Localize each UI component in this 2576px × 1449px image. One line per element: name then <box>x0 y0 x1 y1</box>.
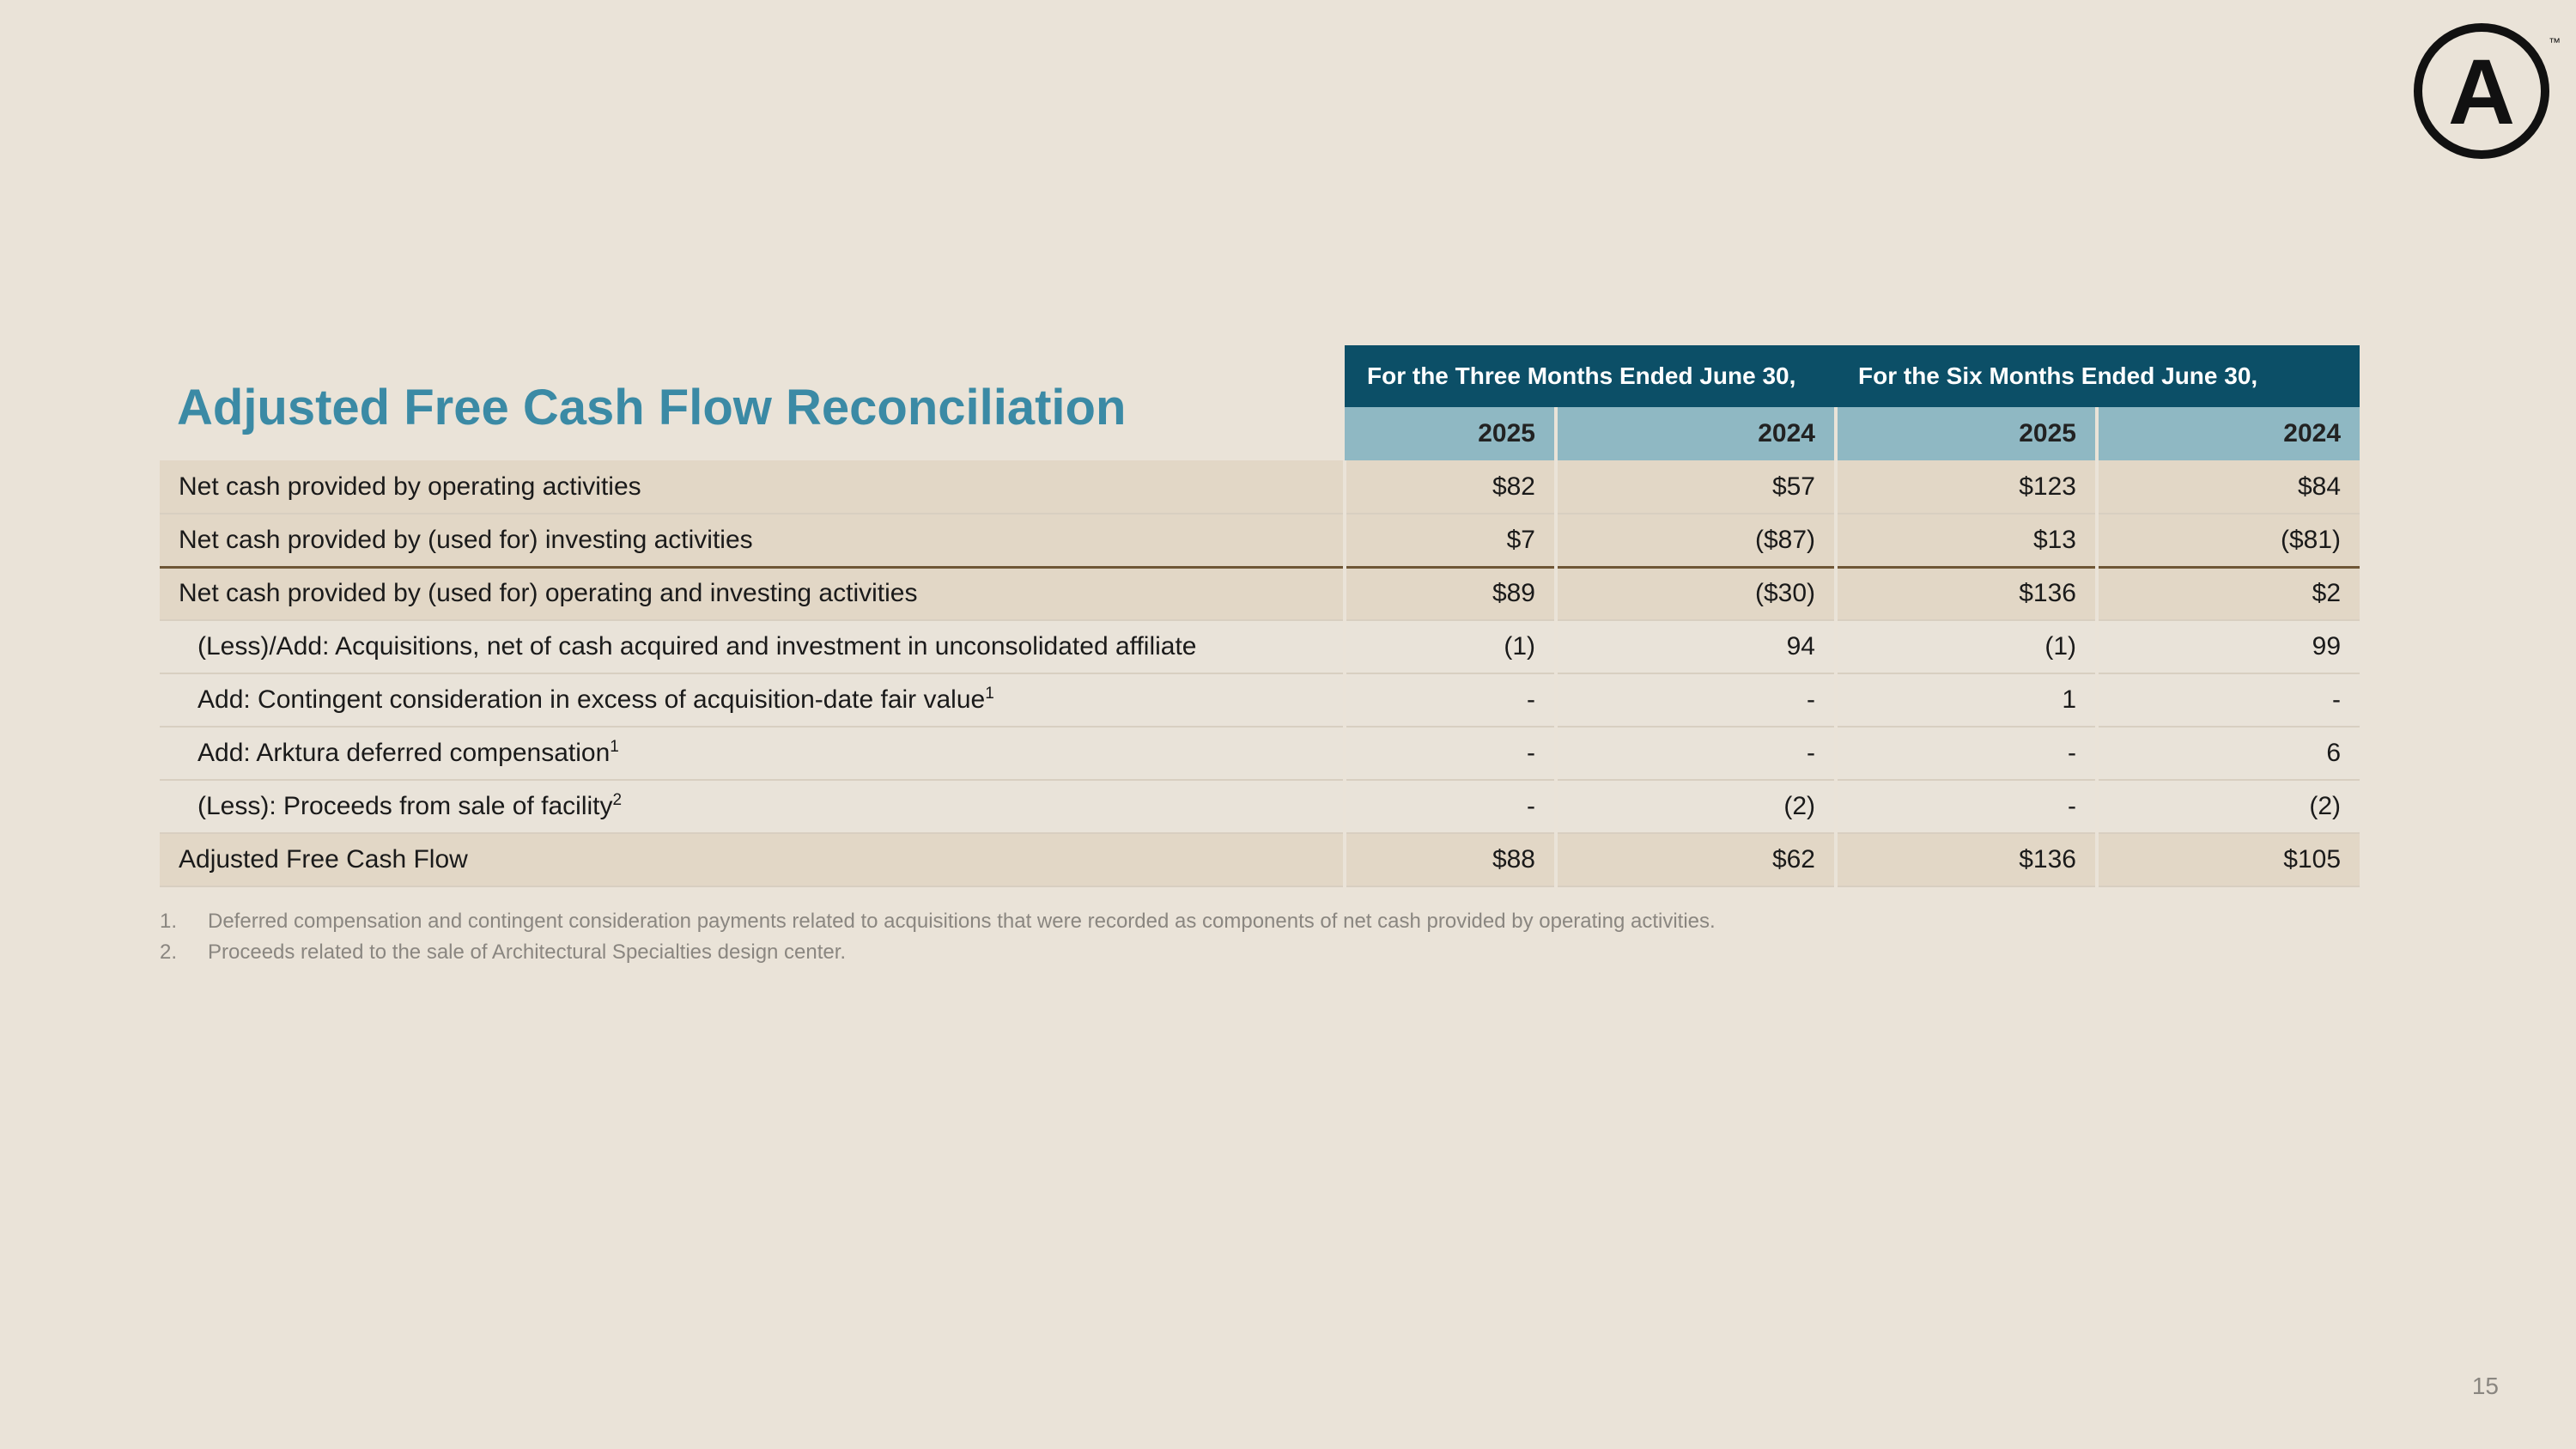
cell-value: - <box>1836 780 2097 833</box>
row-label: Add: Contingent consideration in excess of acquisition-date fair value$^1$ <box>160 673 1345 727</box>
year-header: 2024 <box>2097 407 2360 460</box>
cell-value: $88 <box>1345 833 1556 886</box>
page-number: 15 <box>2471 1373 2499 1399</box>
cell-value: $82 <box>1345 460 1556 514</box>
cell-value: - <box>1556 727 1836 780</box>
cell-value: 1 <box>1836 673 2097 727</box>
table-row <box>160 567 2360 620</box>
footnote-number: 2. <box>160 941 178 964</box>
cell-value: (1) <box>1345 620 1556 673</box>
cell-value: - <box>1556 673 1836 727</box>
cell-value: - <box>1345 673 1556 727</box>
year-header: 2025 <box>1345 407 1556 460</box>
footnote-item <box>160 906 2306 937</box>
cell-value: (2) <box>1556 780 1836 833</box>
table-row <box>160 727 2360 780</box>
year-header: 2024 <box>1556 407 1836 460</box>
row-label: Net cash provided by (used for) investing activities <box>160 514 1345 567</box>
year-header: 2025 <box>1836 407 2097 460</box>
cell-value: $123 <box>1836 460 2097 514</box>
row-label: (Less): Proceeds from sale of facility$^2$ <box>160 780 1345 833</box>
cell-value: - <box>2097 673 2360 727</box>
cell-value: - <box>1345 727 1556 780</box>
page-title: Adjusted Free Cash Flow Reconciliation <box>177 380 1127 435</box>
cell-value: $136 <box>1836 833 2097 886</box>
footnote-marker: 1 <box>610 738 619 756</box>
footnote-text: Deferred compensation and contingent consideration payments related to acquisitions that were recorded as components of net cash provided by operating activities. <box>208 910 1716 933</box>
cell-value: $62 <box>1556 833 1836 886</box>
cell-value: 6 <box>2097 727 2360 780</box>
cell-value: (1) <box>1836 620 2097 673</box>
cell-value: $105 <box>2097 833 2360 886</box>
table-row <box>160 514 2360 567</box>
cell-value: $57 <box>1556 460 1836 514</box>
reconciliation-table <box>160 345 2360 887</box>
period-header-row <box>160 345 2360 407</box>
three-months-header: For the Three Months Ended June 30, <box>1345 345 1836 407</box>
cell-value: $13 <box>1836 514 2097 567</box>
footnotes <box>160 906 2306 968</box>
cell-value: 99 <box>2097 620 2360 673</box>
row-label: Add: Arktura deferred compensation$^1$ <box>160 727 1345 780</box>
row-label: Adjusted Free Cash Flow <box>160 833 1345 886</box>
company-logo-icon <box>2413 21 2559 167</box>
cell-value: ($87) <box>1556 514 1836 567</box>
cell-value: $7 <box>1345 514 1556 567</box>
table-row <box>160 460 2360 514</box>
row-label: Net cash provided by (used for) operating and investing activities <box>160 567 1345 620</box>
year-header-row <box>160 407 2360 460</box>
footnote-number: 1. <box>160 910 178 933</box>
logo-letter: A <box>2448 40 2515 143</box>
table-row <box>160 620 2360 673</box>
footnote-item <box>160 937 2306 968</box>
trademark-mark: ™ <box>2549 35 2561 49</box>
table-row <box>160 780 2360 833</box>
cell-value: - <box>1345 780 1556 833</box>
cell-value: $2 <box>2097 567 2360 620</box>
cell-value: 94 <box>1556 620 1836 673</box>
cell-value: $89 <box>1345 567 1556 620</box>
cell-value: $84 <box>2097 460 2360 514</box>
row-label: (Less)/Add: Acquisitions, net of cash acquired and investment in unconsolidated affiliate <box>160 620 1345 673</box>
row-label: Net cash provided by operating activities <box>160 460 1345 514</box>
cell-value: ($30) <box>1556 567 1836 620</box>
six-months-header: For the Six Months Ended June 30, <box>1836 345 2360 407</box>
table-row <box>160 673 2360 727</box>
footnote-text: Proceeds related to the sale of Architectural Specialties design center. <box>208 941 847 964</box>
cell-value: (2) <box>2097 780 2360 833</box>
footnote-marker: 2 <box>612 791 623 809</box>
footnote-marker: 1 <box>985 685 994 703</box>
cell-value: - <box>1836 727 2097 780</box>
total-row <box>160 833 2360 886</box>
cell-value: ($81) <box>2097 514 2360 567</box>
cell-value: $136 <box>1836 567 2097 620</box>
